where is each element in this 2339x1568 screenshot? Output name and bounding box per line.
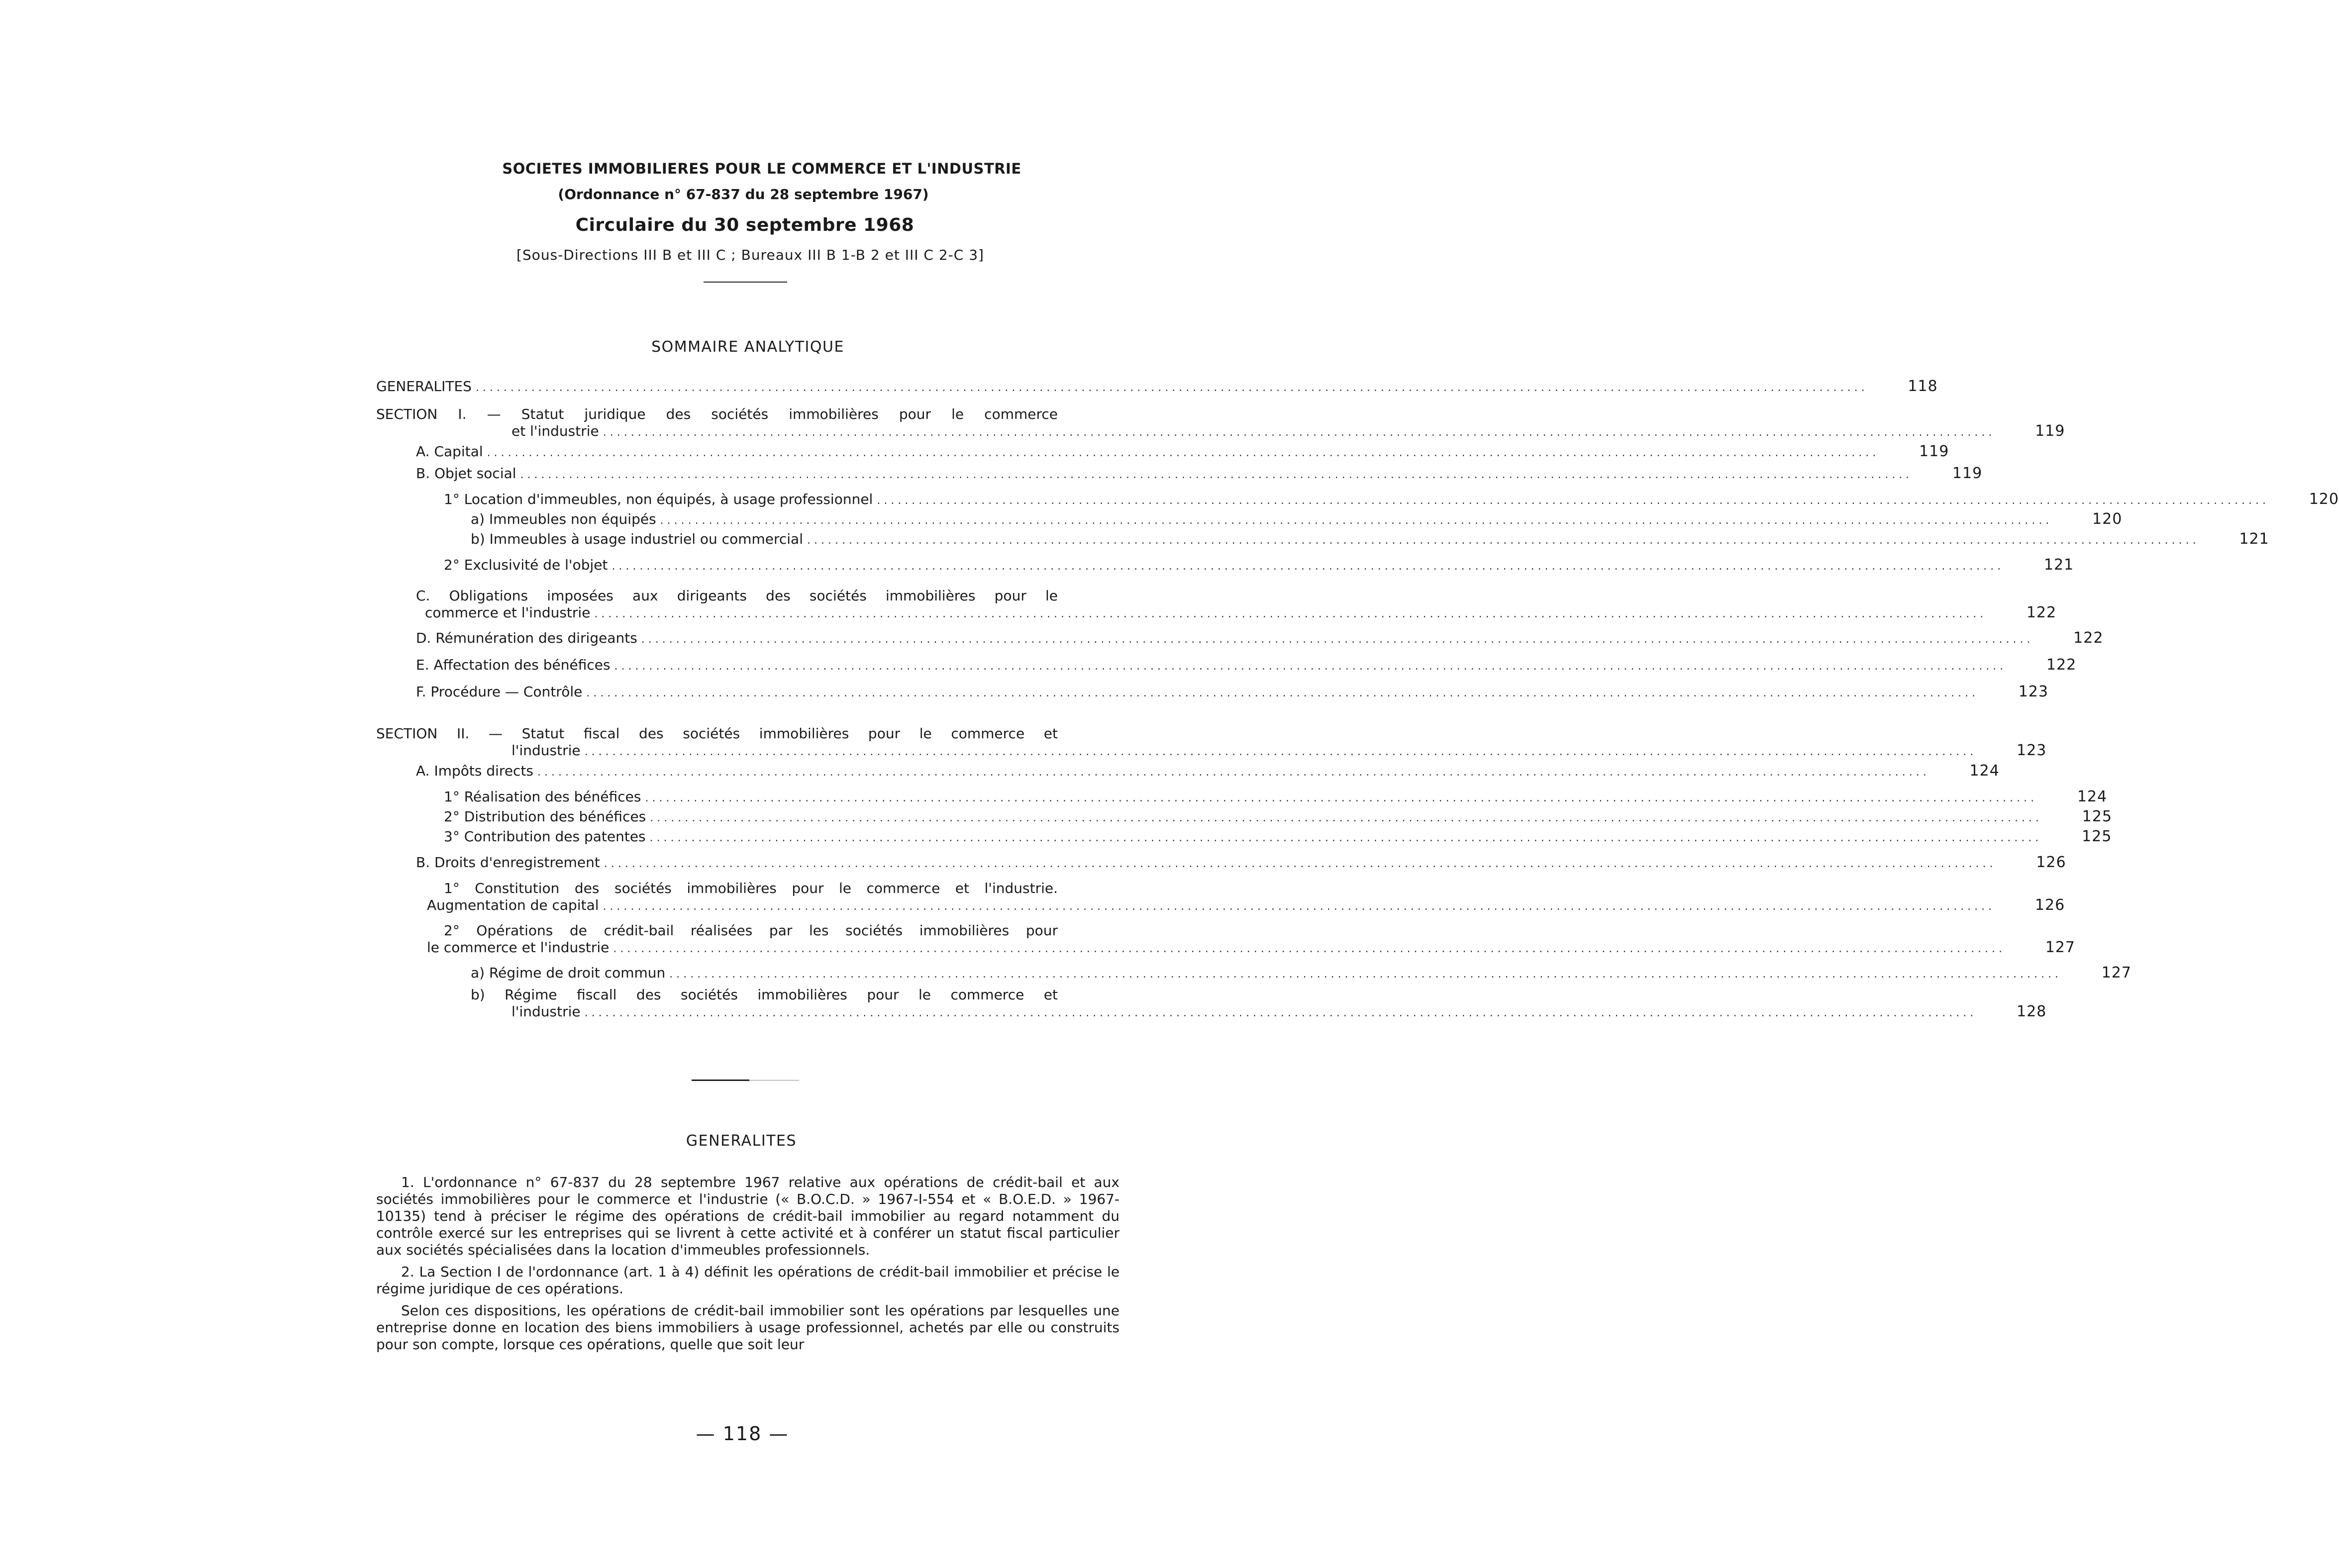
toc-page-number: 119 <box>2035 422 2065 440</box>
generalites-heading: GENERALITES <box>686 1132 797 1150</box>
toc-entry <box>376 922 2075 958</box>
toc-entry <box>376 762 2000 783</box>
toc-page-number: 119 <box>1952 465 1983 482</box>
toc-entry-label: l'industrie <box>511 1003 581 1020</box>
toc-leader-dots: ........................................................................................................................................................................................................ <box>650 812 2042 824</box>
toc-leader-dots: ........................................................................................................................................................................................................ <box>584 1007 1977 1019</box>
toc-page-number: 127 <box>2045 939 2075 956</box>
toc-entry-label: C. Obligations imposées aux dirigeants des sociétés immobilières pour le <box>416 588 1058 604</box>
toc-leader-dots: ........................................................................................................................................................................................................ <box>584 746 1977 758</box>
toc-leader-dots: ........................................................................................................................................................................................................ <box>613 943 2006 955</box>
table-of-contents <box>376 378 2339 1022</box>
toc-entry <box>376 880 2065 915</box>
toc-entry <box>376 854 2066 874</box>
toc-leader-dots: ........................................................................................................................................................................................................ <box>487 447 1880 459</box>
toc-page-number: 121 <box>2043 556 2074 574</box>
toc-entry <box>376 964 2132 984</box>
toc-entry-label: le commerce et l'industrie <box>427 939 610 956</box>
toc-page-number: 126 <box>2036 854 2066 871</box>
toc-entry-label: E. Affectation des bénéfices <box>416 657 610 673</box>
toc-entry-label: Augmentation de capital <box>427 897 599 913</box>
toc-entry-label: a) Immeubles non équipés <box>471 511 656 527</box>
summary-divider <box>692 1079 749 1081</box>
toc-entry <box>376 828 2112 848</box>
circular-date: Circulaire du 30 septembre 1968 <box>575 215 915 235</box>
toc-entry-label: D. Rémunération des dirigeants <box>416 630 637 646</box>
toc-entry-label: A. Impôts directs <box>416 763 534 779</box>
toc-entry-label: GENERALITES <box>376 378 472 394</box>
toc-page-number: 122 <box>2026 604 2057 621</box>
toc-entry <box>376 556 2074 577</box>
generalites-body <box>376 1174 1119 1358</box>
toc-page-number: 121 <box>2239 530 2269 548</box>
toc-entry-label: et l'industrie <box>511 423 599 439</box>
toc-entry-label: A. Capital <box>416 443 483 460</box>
toc-entry-label: b) Régime fiscall des sociétés immobilières pour le commerce et <box>471 986 1058 1003</box>
header-divider <box>704 282 787 283</box>
page-number: — 118 — <box>696 1423 789 1445</box>
toc-entry-label: 2° Opérations de crédit-bail réalisées par les sociétés immobilières pour <box>444 922 1058 939</box>
toc-entry <box>376 986 2047 1022</box>
toc-entry-label: b) Immeubles à usage industriel ou commercial <box>471 531 803 547</box>
toc-entry <box>376 629 2104 650</box>
toc-page-number: 127 <box>2101 964 2132 981</box>
toc-leader-dots: ........................................................................................................................................................................................................ <box>604 858 1997 870</box>
toc-leader-dots: ........................................................................................................................................................................................................ <box>641 633 2034 646</box>
toc-entry-label: F. Procédure — Contrôle <box>416 684 583 700</box>
paragraph-2: 2. La Section I de l'ordonnance (art. 1 à 4) définit les opérations de crédit-bail immobilier et précise le régime juridique de ces opérations. <box>376 1264 1119 1297</box>
toc-entry <box>376 510 2123 531</box>
toc-entry <box>376 725 2047 761</box>
toc-leader-dots: ........................................................................................................................................................................................................ <box>877 494 2269 507</box>
paragraph-3: Selon ces dispositions, les opérations de crédit-bail immobilier sont les opérations par lesquelles une entreprise donne en location des biens immobiliers à usage professionnel, achetés par elle ou construits pour son compte, lorsque ces opérations, quelle que soit leur <box>376 1302 1119 1353</box>
toc-entry-label: 2° Distribution des bénéfices <box>444 808 646 825</box>
toc-entry <box>376 443 1949 463</box>
toc-leader-dots: ........................................................................................................................................................................................................ <box>611 560 2005 573</box>
toc-entry <box>376 788 2108 808</box>
toc-leader-dots: ........................................................................................................................................................................................................ <box>586 687 1979 699</box>
toc-entry <box>376 406 2065 441</box>
toc-entry-label: l'industrie <box>511 742 581 759</box>
toc-page-number: 124 <box>2077 788 2108 805</box>
toc-entry <box>376 530 2269 551</box>
toc-entry-label: 2° Exclusivité de l'objet <box>444 557 608 573</box>
toc-page-number: 126 <box>2034 896 2065 914</box>
toc-leader-dots: ........................................................................................................................................................................................................ <box>475 382 1868 394</box>
toc-page-number: 122 <box>2073 629 2104 647</box>
toc-entry <box>376 490 2339 511</box>
toc-entry-label: 1° Constitution des sociétés immobilières pour le commerce et l'industrie. <box>444 880 1058 896</box>
toc-leader-dots: ........................................................................................................................................................................................................ <box>660 514 2053 527</box>
toc-entry <box>376 465 1983 485</box>
toc-page-number: 125 <box>2082 808 2112 825</box>
toc-leader-dots: ........................................................................................................................................................................................................ <box>594 608 1987 620</box>
toc-page-number: 123 <box>2018 683 2048 700</box>
toc-page-number: 120 <box>2309 490 2339 508</box>
toc-entry <box>376 588 2057 623</box>
toc-page-number: 118 <box>1908 378 1938 395</box>
toc-entry <box>376 378 1938 398</box>
toc-page-number: 122 <box>2046 656 2077 674</box>
directions-line: [Sous-Directions III B et III C ; Bureaux III B 1-B 2 et III C 2-C 3] <box>516 247 984 263</box>
toc-leader-dots: ........................................................................................................................................................................................................ <box>537 766 1930 779</box>
toc-entry <box>376 656 2077 677</box>
toc-entry <box>376 683 2048 703</box>
toc-entry-label: B. Droits d'enregistrement <box>416 854 600 871</box>
toc-leader-dots: ........................................................................................................................................................................................................ <box>603 900 1996 913</box>
toc-entry-label: commerce et l'industrie <box>425 604 591 621</box>
toc-entry <box>376 808 2112 828</box>
toc-page-number: 125 <box>2082 828 2112 845</box>
toc-entry-label: 3° Contribution des patentes <box>444 828 646 845</box>
toc-entry-label: SECTION I. — Statut juridique des sociétés immobilières pour le commerce <box>376 406 1058 422</box>
toc-entry-label: SECTION II. — Statut fiscal des sociétés immobilières pour le commerce et <box>376 725 1058 742</box>
toc-leader-dots: ........................................................................................................................................................................................................ <box>669 968 2062 980</box>
toc-leader-dots: ........................................................................................................................................................................................................ <box>603 426 1996 439</box>
toc-leader-dots: ........................................................................................................................................................................................................ <box>649 832 2042 844</box>
toc-page-number: 128 <box>2016 1003 2047 1020</box>
toc-leader-dots: ........................................................................................................................................................................................................ <box>645 792 2038 804</box>
toc-entry-label: B. Objet social <box>416 465 516 482</box>
toc-page-number: 123 <box>2016 742 2047 759</box>
toc-leader-dots: ........................................................................................................................................................................................................ <box>614 660 2007 673</box>
toc-page-number: 124 <box>1969 762 2000 780</box>
toc-page-number: 119 <box>1919 443 1949 460</box>
toc-leader-dots: ........................................................................................................................................................................................................ <box>520 469 1913 481</box>
document-title: SOCIETES IMMOBILIERES POUR LE COMMERCE ET L'INDUSTRIE <box>502 160 1021 177</box>
toc-entry-label: a) Régime de droit commun <box>471 965 666 981</box>
toc-leader-dots: ........................................................................................................................................................................................................ <box>807 534 2200 547</box>
toc-page-number: 120 <box>2092 510 2123 528</box>
summary-heading: SOMMAIRE ANALYTIQUE <box>651 338 844 356</box>
toc-entry-label: 1° Location d'immeubles, non équipés, à usage professionnel <box>444 491 873 507</box>
ordinance-reference: (Ordonnance n° 67-837 du 28 septembre 1967) <box>558 186 929 202</box>
paragraph-1: 1. L'ordonnance n° 67-837 du 28 septembre 1967 relative aux opérations de crédit-bail et aux sociétés immobilières pour le commerce et l'industrie (« B.O.C.D. » 1967-I-554 et « B.O.E.D. » 1967-10135) tend à préciser le régime des opérations de crédit-bail immobilier au regard notamment du contrôle exercé sur les entreprises qui se livrent à cette activité et à conférer un statut fiscal particulier aux sociétés spécialisées dans la location d'immeubles professionnels. <box>376 1174 1119 1258</box>
toc-entry-label: 1° Réalisation des bénéfices <box>444 788 641 805</box>
